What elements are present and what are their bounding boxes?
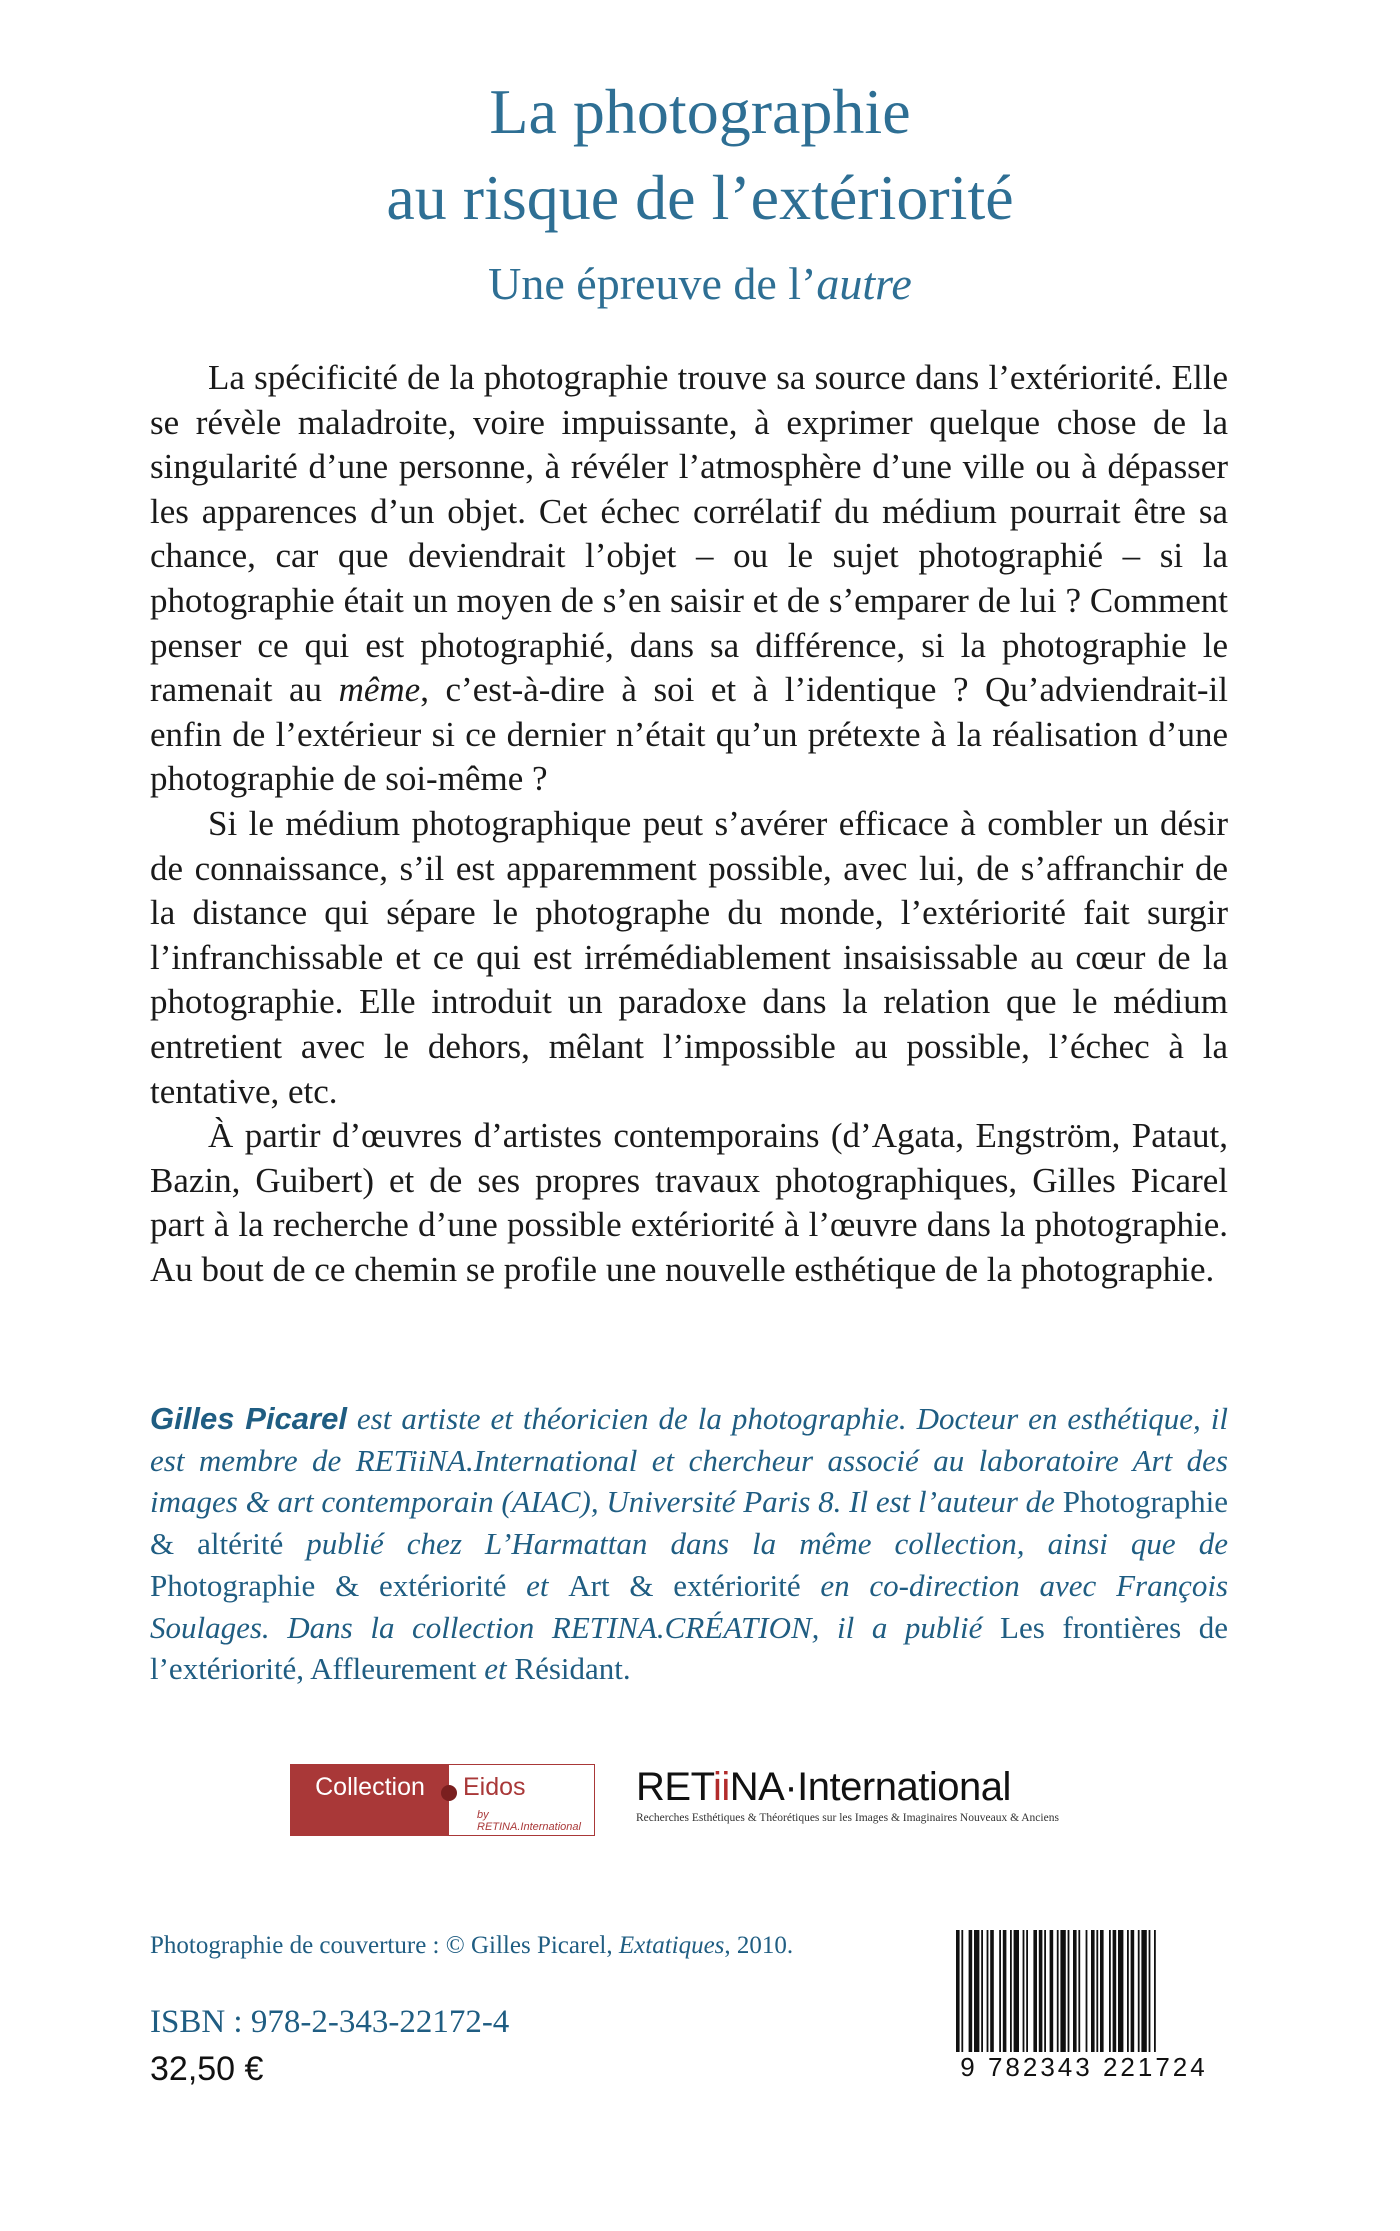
bio-book-5: Résidant <box>514 1651 623 1687</box>
bio-text-6: . <box>622 1651 631 1687</box>
credit-prefix: Photographie de couverture : © Gilles Picarel, <box>150 1932 619 1959</box>
bio-text-3: et <box>506 1567 569 1603</box>
eidos-logo-collection: Collection <box>291 1765 449 1835</box>
eidos-logo-byline: by RETINA.International <box>477 1809 581 1833</box>
retina-logo-tagline: Recherches Esthétiques & Théorétiques sur les Images & Imaginaires Nouveaux & Anciens <box>636 1812 1059 1824</box>
summary-p1-italic: même <box>338 670 421 710</box>
collection-eidos-logo <box>290 1764 595 1836</box>
bio-book-2: Photographie & extériorité <box>150 1567 507 1603</box>
price: 32,50 € <box>150 2050 264 2088</box>
retina-logo-part-a: RET <box>636 1765 714 1809</box>
barcode-number: 9 782343 221724 <box>944 2052 1224 2083</box>
eidos-logo-name: Eidos <box>463 1773 526 1801</box>
summary-paragraph-2: Si le médium photographique peut s’avérer efficace à combler un désir de connaissance, s’il est apparemment possible, avec lui, de s’affranchir de la distance qui sépare le photographe du monde, l’extériorité fait surgir l’infranchissable et ce qui est irrémédiablement insaisissable au cœur de la photographie. Elle introduit un paradoxe dans la relation que le médium entretient avec le dehors, mêlant l’impossible au possible, l’échec à la tentative, etc. <box>150 803 1228 1111</box>
summary-paragraph-3: À partir d’œuvres d’artistes contemporains (d’Agata, Engström, Pataut, Bazin, Guibert) et de ses propres travaux photographiques, Gilles Picarel part à la recherche d’une possible extériorité à l’œuvre dans la photographie. Au bout de ce chemin se profile une nouvelle esthétique de la photographie. <box>150 1116 1228 1289</box>
retina-international-logo <box>636 1764 1096 1834</box>
subtitle-italic: autre <box>816 258 912 309</box>
summary-text <box>150 356 1228 1292</box>
credit-suffix: , 2010. <box>724 1932 794 1959</box>
retina-logo-wordmark <box>636 1764 1096 1810</box>
retina-logo-ii: ii <box>713 1765 730 1809</box>
author-bio <box>150 1398 1228 1690</box>
credit-work-title: Extatiques <box>618 1932 725 1959</box>
bio-text-5: et <box>476 1651 515 1687</box>
bio-book-1: Photographie & altérité <box>150 1484 1228 1562</box>
isbn: ISBN : 978-2-343-22172-4 <box>150 2004 510 2040</box>
author-name: Gilles Picarel <box>150 1401 347 1436</box>
bio-text-1: est artiste et théoricien de la photographie. Docteur en esthétique, il est membre de RETiiNA.International et chercheur associé au laboratoire Art des images & art contemporain (AIAC), Université Paris 8. Il est l’auteur de <box>150 1401 1228 1520</box>
bio-book-4: Les frontières de l’extériorité, Affleurement <box>150 1609 1229 1687</box>
summary-p1-part-b: , c’est-à-dire à soi et à l’identique ? Qu’adviendrait-il enfin de l’extérieur si ce dernier n’était qu’un prétexte à la réalisation d’une photographie de soi-même ? <box>150 670 1229 799</box>
book-title-line-1: La photographie <box>489 76 911 147</box>
retina-logo-part-b: NA·International <box>729 1765 1011 1809</box>
book-subtitle <box>0 254 1400 314</box>
summary-paragraph-1 <box>150 356 1228 802</box>
book-title-line-2: au risque de l’extériorité <box>386 162 1014 233</box>
cover-photo-credit <box>150 1932 793 1960</box>
summary-p1-part-a: La spécificité de la photographie trouve sa source dans l’extériorité. Elle se révèle maladroite, voire impuissante, à exprimer quelque chose de la singularité d’une personne, à révéler l’atmosphère d’une ville ou à dépasser les apparences d’un objet. Cet échec corrélatif du médium pourrait être sa chance, car que deviendrait l’objet – ou le sujet photographié – si la photographie était un moyen de s’en saisir et de s’emparer de lui ? Comment penser ce qui est photographié, dans sa différence, si la photographie le ramenait au <box>150 358 1228 710</box>
bio-text-4: en co-direction avec François Soulages. Dans la collection RETINA.CRÉATION, il a publié <box>150 1567 1229 1645</box>
subtitle-text: Une épreuve de l’ <box>488 258 817 309</box>
bio-book-3: Art & extériorité <box>568 1567 801 1603</box>
bio-text-2: publié chez L’Harmattan dans la même collection, ainsi que de <box>283 1526 1228 1562</box>
eidos-logo-dot-icon <box>441 1785 457 1801</box>
